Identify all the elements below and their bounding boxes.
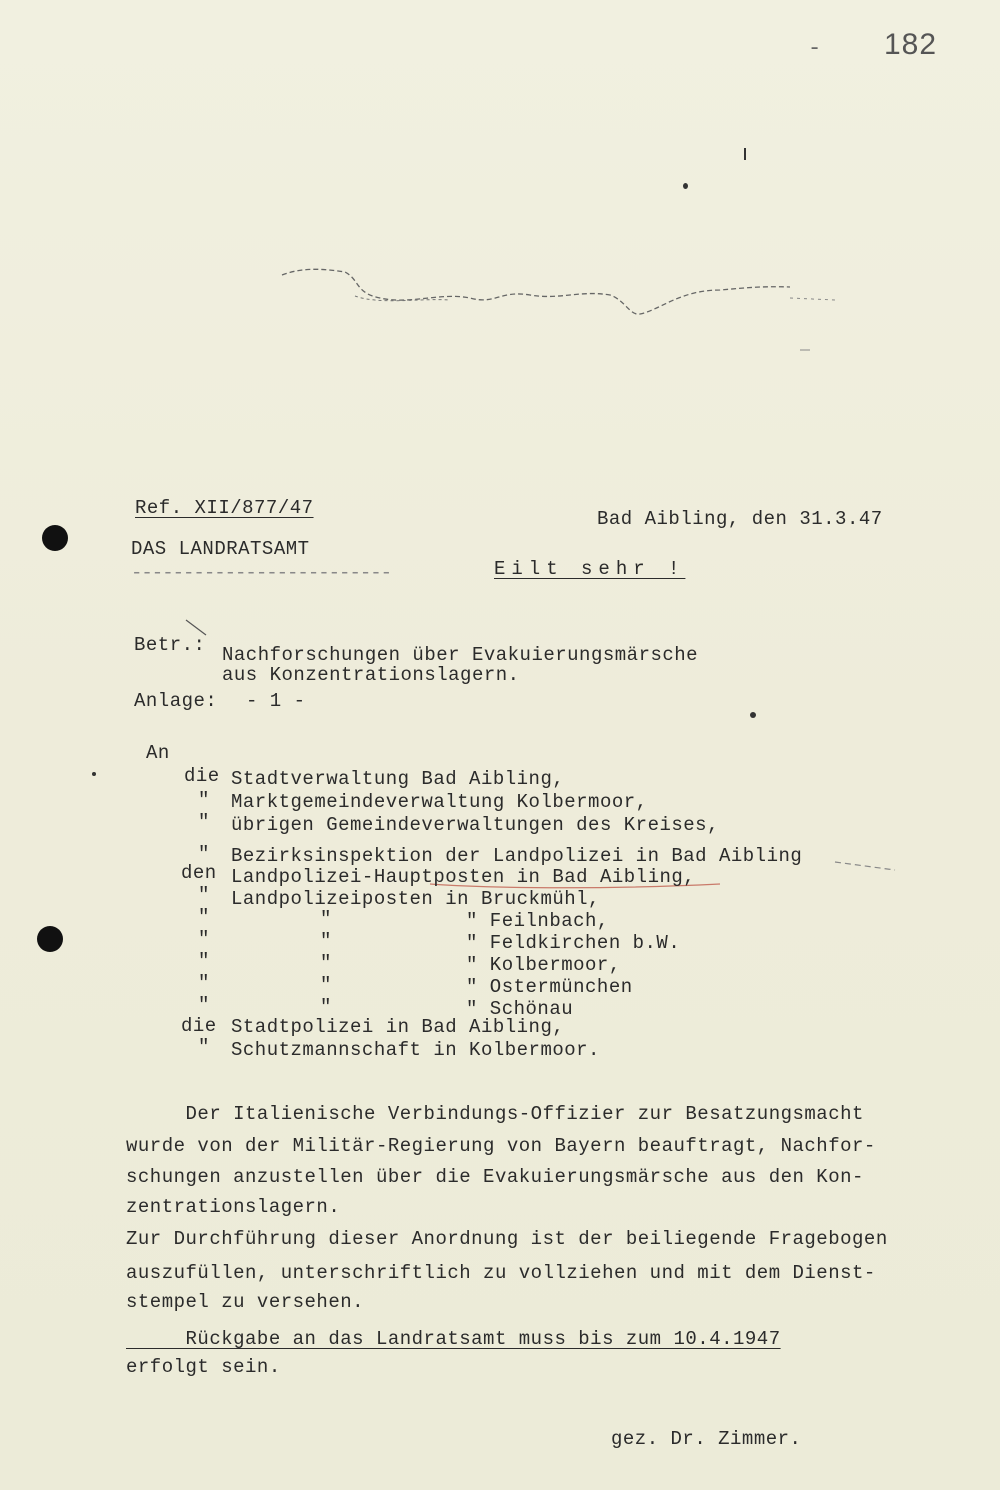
- recipient-ditto: ": [320, 996, 332, 1018]
- recipient-prefix: die: [181, 1015, 217, 1037]
- recipient-prefix: ": [198, 972, 210, 994]
- body-line: auszufüllen, unterschriftlich zu vollziehen und mit dem Dienst-: [126, 1262, 876, 1284]
- authority-underline: -------------------------: [131, 562, 392, 584]
- recipient: Landpolizeiposten in Bruckmühl,: [231, 888, 600, 910]
- punch-hole-bottom: [37, 926, 63, 952]
- attachment-label: Anlage:: [134, 690, 218, 712]
- issuing-authority: DAS LANDRATSAMT: [131, 538, 310, 560]
- recipient: " Ostermünchen: [466, 976, 633, 998]
- punch-hole-top: [42, 525, 68, 551]
- ink-speck: [750, 712, 756, 718]
- recipient-ditto: ": [320, 930, 332, 952]
- recipient-prefix: ": [198, 811, 210, 833]
- subject-line-2: aus Konzentrationslagern.: [222, 664, 520, 686]
- urgent-notice: Eilt sehr !: [494, 558, 686, 580]
- recipient-ditto: ": [320, 974, 332, 996]
- recipient-ditto: ": [320, 908, 332, 930]
- signature: gez. Dr. Zimmer.: [611, 1428, 802, 1450]
- recipient: übrigen Gemeindeverwaltungen des Kreises,: [231, 814, 719, 836]
- ink-speck: [683, 183, 688, 189]
- recipient: " Schönau: [466, 998, 574, 1020]
- reference-number: Ref. XII/877/47: [135, 497, 314, 519]
- recipient-prefix: ": [198, 906, 210, 928]
- recipient-ditto: ": [320, 952, 332, 974]
- ink-speck: [92, 772, 96, 776]
- body-line: erfolgt sein.: [126, 1356, 281, 1378]
- recipient-prefix: ": [198, 1036, 210, 1058]
- recipient-prefix: die: [184, 765, 220, 787]
- recipient: Stadtverwaltung Bad Aibling,: [231, 768, 565, 790]
- body-line: zentrationslagern.: [126, 1196, 341, 1218]
- body-line-deadline: Rückgabe an das Landratsamt muss bis zum 10.4.1947: [126, 1328, 781, 1350]
- recipient-prefix: ": [198, 928, 210, 950]
- recipient: " Feilnbach,: [466, 910, 609, 932]
- body-line: wurde von der Militär-Regierung von Bayern beauftragt, Nachfor-: [126, 1135, 876, 1157]
- recipient-prefix: ": [198, 994, 210, 1016]
- ink-speck: [744, 148, 746, 160]
- recipient-prefix: den: [181, 862, 217, 884]
- page-number-prefix: -: [808, 36, 822, 61]
- to-label: An: [146, 742, 170, 764]
- page-number: 182: [884, 28, 938, 61]
- recipient-prefix: ": [198, 843, 210, 865]
- body-line: Zur Durchführung dieser Anordnung ist der beiliegende Fragebogen: [126, 1228, 888, 1250]
- body-line: schungen anzustellen über die Evakuierungsmärsche aus den Kon-: [126, 1166, 864, 1188]
- recipient-prefix: ": [198, 789, 210, 811]
- body-line: stempel zu versehen.: [126, 1291, 365, 1313]
- body-line: Der Italienische Verbindungs-Offizier zur Besatzungsmacht: [126, 1103, 864, 1125]
- recipient: " Feldkirchen b.W.: [466, 932, 681, 954]
- recipient: Landpolizei-Hauptposten in Bad Aibling,: [231, 866, 696, 888]
- subject-label: Betr.:: [134, 634, 206, 656]
- recipient: Marktgemeindeverwaltung Kolbermoor,: [231, 791, 648, 813]
- place-date: Bad Aibling, den 31.3.47: [597, 508, 883, 530]
- recipient-prefix: ": [198, 884, 210, 906]
- recipient: Stadtpolizei in Bad Aibling,: [231, 1016, 565, 1038]
- recipient: Bezirksinspektion der Landpolizei in Bad Aibling: [231, 845, 803, 867]
- recipient: Schutzmannschaft in Kolbermoor.: [231, 1039, 600, 1061]
- recipient: " Kolbermoor,: [466, 954, 621, 976]
- subject-line-1: Nachforschungen über Evakuierungsmärsche: [222, 644, 699, 666]
- attachment-value: - 1 -: [246, 690, 306, 712]
- recipient-prefix: ": [198, 950, 210, 972]
